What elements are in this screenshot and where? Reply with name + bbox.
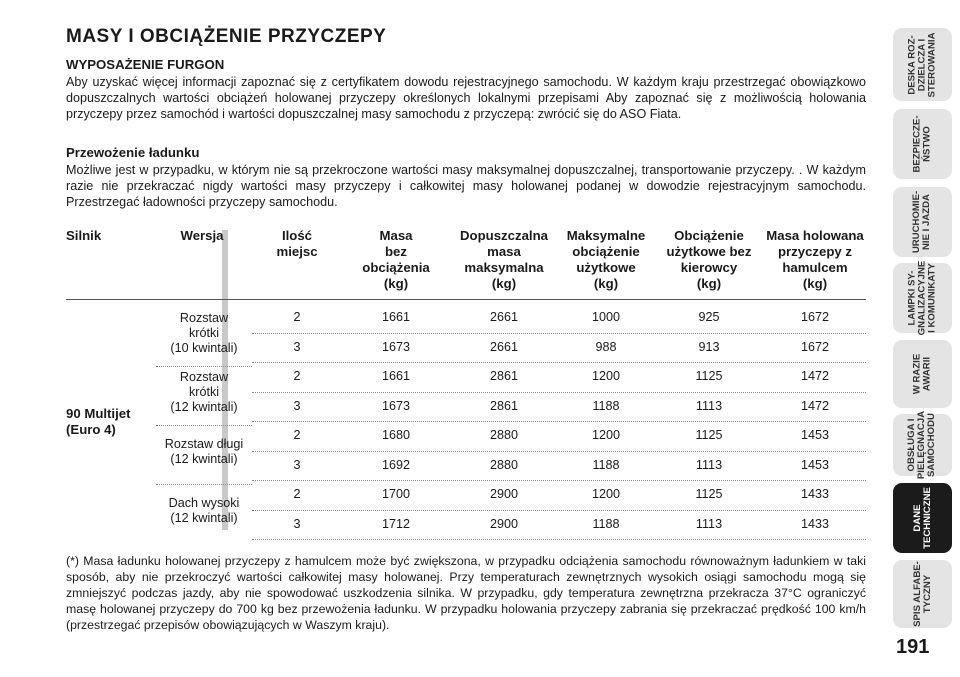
row-separator — [252, 451, 866, 452]
table-cell: 1672 — [800, 339, 830, 354]
table-cell: 1672 — [800, 310, 830, 324]
table-cell: 925 — [698, 310, 720, 324]
table-cell: 1188 — [592, 398, 620, 413]
table-cell: 1472 — [800, 398, 830, 413]
table-cell: 1661 — [381, 369, 411, 383]
row-separator — [252, 333, 866, 334]
variant-label: Rozstaw długi (12 kwintali) — [164, 436, 244, 466]
engine-label: 90 Multijet (Euro 4) — [66, 406, 131, 437]
table-cell: 2880 — [489, 457, 519, 472]
table-cell: 1673 — [381, 398, 411, 413]
intro-paragraph: Aby uzyskać więcej informacji zapoznać się z certyfikatem dowodu rejestracyjnego samochodu. W każdym kraju przestrzegać obowiązkowo dopuszczalnych wartości obciążeń holowanej przyczepy określonych lokalnymi przepisami Aby zapoznać się z możliwością holowania przyczepy przez samochód i wartości dopuszczalnej masy samochodu z przyczepą: zwrócić się do ASO Fiata. — [66, 75, 866, 121]
row-separator — [252, 510, 866, 511]
table-cell: 1125 — [695, 487, 723, 501]
table-cell: 2 — [293, 369, 301, 383]
table-cell: 1433 — [800, 487, 830, 501]
table-cell: 1188 — [592, 457, 620, 472]
table-cell: 1200 — [591, 487, 621, 501]
chapter-tab[interactable] — [893, 109, 952, 179]
header-payload-no-driver: Obciążenie użytkowe bez kierowcy (kg) — [666, 228, 752, 291]
chapter-tab-label: OBSŁUGA I PIELĘGNACJA SAMOCHODU — [906, 410, 938, 480]
chapter-tab[interactable] — [893, 187, 952, 257]
table-cell: 3 — [293, 457, 301, 472]
chapter-tab-label: DANE TECHNICZNE — [911, 487, 933, 549]
header-engine: Silnik — [66, 228, 102, 243]
chapter-tab-label: DESKA ROZ- DZIELCZA I STEROWANIA — [906, 31, 938, 98]
header-rule — [66, 299, 866, 300]
cargo-paragraph: Możliwe jest w przypadku, w którym nie są przekroczone wartości masy maksymalnej dopuszczalnej, transportowanie przyczepy. . W każdym razie nie przekraczać nigdy wartości masy przyczepy i całkowitej masy holowanej podanej w dowodzie rejestracyjnym samochodu. Przestrzegać ładowności przyczepy samochodu. — [66, 163, 866, 209]
table-cell: 1712 — [381, 516, 411, 531]
table-cell: 1113 — [695, 516, 723, 531]
variant-label: Dach wysoki (12 kwintali) — [168, 495, 240, 525]
table-cell: 1692 — [381, 457, 411, 472]
chapter-tab[interactable] — [893, 560, 952, 628]
row-separator — [252, 362, 866, 363]
table-cell: 1453 — [800, 457, 830, 472]
chapter-tab[interactable] — [893, 260, 952, 336]
chapter-tab-label: BEZPIECZE- ŃSTWO — [911, 115, 933, 173]
variant-label: Rozstaw krótki (12 kwintali) — [170, 370, 238, 414]
page-number: 191 — [896, 636, 930, 658]
chapter-tab[interactable] — [893, 340, 952, 408]
table-cell: 1200 — [591, 369, 621, 383]
table-cell: 1700 — [381, 487, 411, 501]
variant-label: Rozstaw krótki (10 kwintali) — [170, 311, 238, 355]
table-cell: 2861 — [489, 369, 519, 383]
table-cell: 1673 — [381, 339, 411, 354]
table-cell: 1453 — [800, 428, 830, 442]
table-cell: 1125 — [695, 428, 723, 442]
header-curb-mass: Masa bez obciążenia (kg) — [362, 228, 430, 291]
row-separator — [252, 421, 866, 422]
table-cell: 3 — [293, 516, 301, 531]
row-separator — [252, 539, 866, 540]
table-cell: 1200 — [591, 428, 621, 442]
header-payload: Maksymalne obciążenie użytkowe (kg) — [566, 228, 646, 291]
chapter-tab-label: LAMPKI SY- GNALIZACYJNE I KOMUNIKATY — [906, 260, 938, 336]
table-cell: 2661 — [489, 310, 519, 324]
header-max-mass: Dopuszczalna masa maksymalna (kg) — [460, 228, 548, 291]
chapter-tab-label: W RAZIE AWARII — [911, 353, 933, 395]
table-cell: 1472 — [800, 369, 830, 383]
row-separator — [252, 480, 866, 481]
table-cell: 2900 — [489, 516, 519, 531]
table-cell: 2 — [293, 310, 301, 324]
variant-separator — [156, 366, 252, 367]
table-cell: 2900 — [489, 487, 519, 501]
page-title: MASY I OBCIĄŻENIE PRZYCZEPY — [66, 26, 387, 47]
table-cell: 1000 — [591, 310, 621, 324]
table-cell: 1433 — [800, 516, 830, 531]
section-heading: WYPOSAŻENIE FURGON — [66, 57, 225, 72]
table-cell: 913 — [698, 339, 720, 354]
table-cell: 2661 — [489, 339, 519, 354]
variant-separator — [156, 425, 252, 426]
table-cell: 1680 — [381, 428, 411, 442]
table-cell: 2 — [293, 428, 301, 442]
footnote: (*) Masa ładunku holowanej przyczepy z hamulcem może być zwiększona, w przypadku odciążenia samochodu równoważnym ładunkiem w taki sposób, aby nie przekroczyć wartości całkowitej masy holowanej. Przy temperaturach zewnętrznych wysokich osiągi samochodu mogą się zmniejszyć podczas jazdy, aby nie spowodować uszkodzenia silnika. W przypadku, gdy temperatura zewnętrzna przekracza 37°C ograniczyć masę holowanej przyczepy do 700 kg bez przewożenia ładunku. W przypadku holowania przyczepy zabrania się przekraczać prędkość 100 km/h (przestrzegać przepisów obowiązujących w Waszym kraju). — [66, 554, 866, 632]
table-cell: 1661 — [381, 310, 411, 324]
chapter-tab[interactable] — [893, 483, 952, 553]
header-seats: Ilość miejsc — [276, 228, 318, 259]
chapter-tab-label: URUCHOMIE- NIE I JAZDA — [911, 190, 933, 254]
table-cell: 3 — [293, 339, 301, 354]
table-cell: 2880 — [489, 428, 519, 442]
chapter-tab[interactable] — [893, 28, 952, 101]
table-cell: 1125 — [695, 369, 723, 383]
table-cell: 988 — [595, 339, 617, 354]
table-cell: 2861 — [489, 398, 519, 413]
header-towed-mass: Masa holowana przyczepy z hamulcem (kg) — [766, 228, 864, 291]
chapter-tab-label: SPIS ALFABE- TYCZNY — [911, 561, 933, 627]
variant-separator — [156, 484, 252, 485]
table-cell: 3 — [293, 398, 301, 413]
table-cell: 1113 — [695, 398, 723, 413]
chapter-tab[interactable] — [893, 410, 952, 480]
table-cell: 1113 — [695, 457, 723, 472]
subheading: Przewożenie ładunku — [66, 145, 200, 160]
row-separator — [252, 392, 866, 393]
header-version: Wersja — [180, 228, 224, 243]
table-cell: 2 — [293, 487, 301, 501]
table-cell: 1188 — [592, 516, 620, 531]
